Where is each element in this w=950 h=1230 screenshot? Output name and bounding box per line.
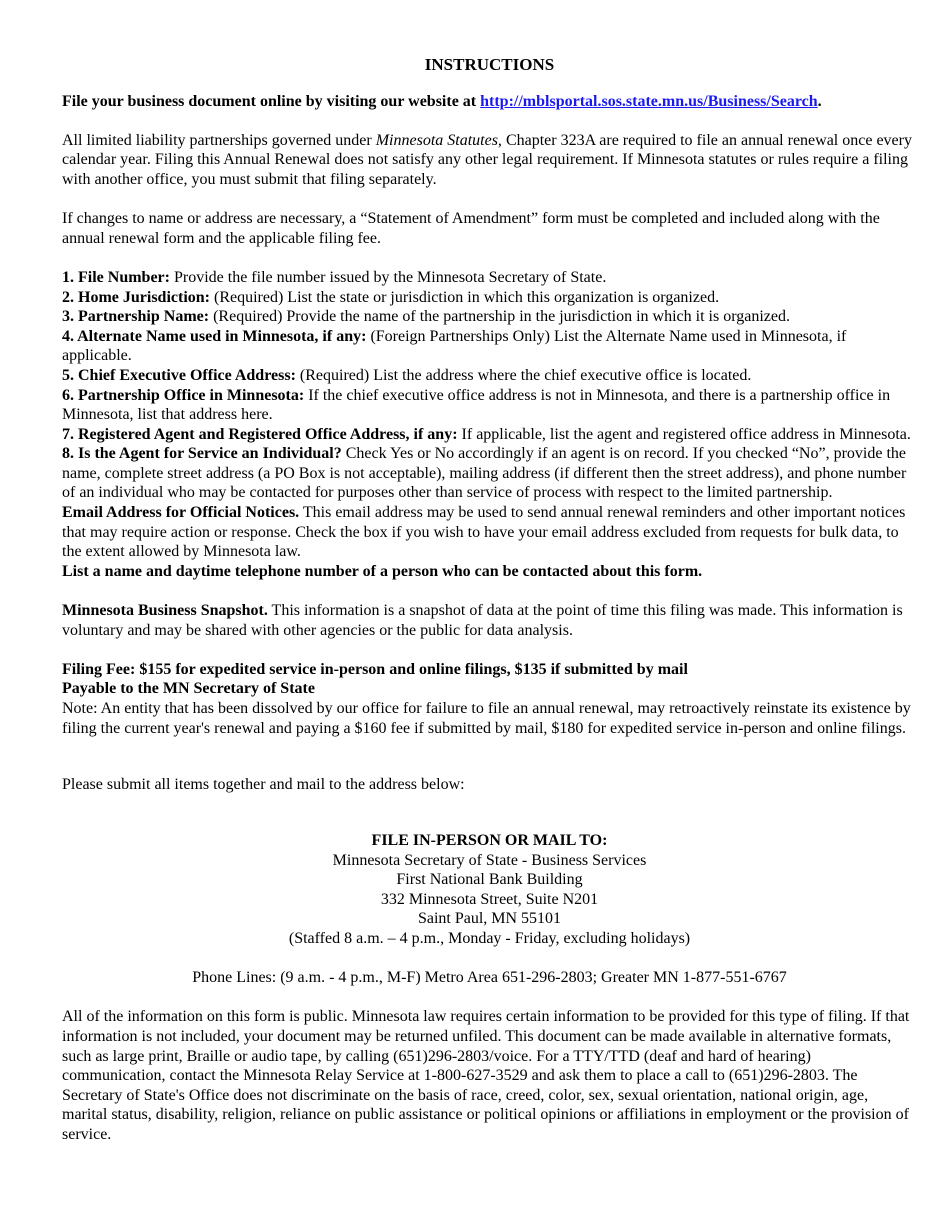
snapshot-label: Minnesota Business Snapshot. — [62, 602, 268, 620]
changes-paragraph: If changes to name or address are necessary, a “Statement of Amendment” form must be completed and included along with the annual renewal form and the applicable filing fee. — [62, 210, 880, 247]
item-text: Check Yes or No accordingly if an agent is on record. If you checked “No”, provide the name, complete street address (a PO Box is not acceptable), mailing address (if different then the street address), and phone number of an individual who may be contacted for purposes other than service of process with respect to the limited partnership. — [62, 445, 907, 502]
item-label: 3. Partnership Name: — [62, 308, 210, 326]
intro-part2: Chapter 323A are required to file an annual renewal once every calendar year. Filing this Annual Renewal does not satisfy any other legal requirement. If Minnesota statutes or rules require a filing with another office, you must submit that filing separately. — [62, 131, 912, 188]
item-label: 7. Registered Agent and Registered Office Address, if any: — [62, 425, 458, 443]
mail-line: Minnesota Secretary of State - Business Services — [332, 851, 647, 869]
intro-statute: Minnesota Statutes, — [375, 131, 502, 149]
contact-instruction: List a name and daytime telephone number of a person who can be contacted about this form. — [62, 562, 703, 580]
mail-heading: FILE IN-PERSON OR MAIL TO: — [371, 831, 608, 849]
item-text: (Required) Provide the name of the partnership in the jurisdiction in which it is organized. — [209, 308, 790, 326]
reinstate-note: Note: An entity that has been dissolved by our office for failure to file an annual renewal, may retroactively reinstate its existence by filing the current year's renewal and paying a $160 fee if submitted by mail, $180 for expedited service in-person and online filings. — [62, 700, 911, 737]
list-item — [62, 425, 917, 445]
list-item — [62, 307, 917, 327]
item-label: Email Address for Official Notices. — [62, 504, 300, 522]
instructions-page — [62, 55, 917, 1144]
item-text: If the chief executive office address is not in Minnesota, and there is a partnership office in Minnesota, list that address here. — [62, 386, 891, 424]
list-item — [62, 268, 917, 288]
mail-line: Saint Paul, MN 55101 — [417, 910, 562, 928]
item-text: (Foreign Partnerships Only) List the Alternate Name used in Minnesota, if applicable. — [62, 327, 847, 365]
instruction-list — [62, 268, 917, 582]
item-label: 8. Is the Agent for Service an Individual? — [62, 445, 342, 463]
filing-fee-line: Filing Fee: $155 for expedited service in-person and online filings, $135 if submitted by mail — [62, 660, 688, 678]
item-text: Provide the file number issued by the Minnesota Secretary of State. — [169, 268, 607, 286]
online-filing-text: File your business document online by visiting our website at — [62, 92, 481, 110]
snapshot-text: This information is a snapshot of data at the point of time this filing was made. This information is voluntary and may be shared with other agencies or the public for data analysis. — [62, 602, 903, 639]
page-title: INSTRUCTIONS — [424, 55, 555, 74]
online-filing-end: . — [817, 92, 822, 110]
payable-line: Payable to the MN Secretary of State — [62, 680, 315, 698]
mail-line: 332 Minnesota Street, Suite N201 — [380, 890, 599, 908]
item-text: If applicable, list the agent and registered office address in Minnesota. — [457, 425, 911, 443]
snapshot-paragraph — [62, 601, 917, 640]
business-search-link[interactable]: http://mblsportal.sos.state.mn.us/Business/Search — [480, 92, 818, 110]
intro-part1: All limited liability partnerships governed under — [62, 131, 376, 149]
item-text: (Required) List the address where the chief executive office is located. — [295, 366, 752, 384]
list-item — [62, 386, 917, 425]
item-label: 1. File Number: — [62, 268, 170, 286]
list-item — [62, 503, 917, 562]
phone-lines: Phone Lines: (9 a.m. - 4 p.m., M-F) Metro Area 651-296-2803; Greater MN 1-877-551-6767 — [192, 969, 787, 987]
item-text: (Required) List the state or jurisdiction in which this organization is organized. — [210, 288, 720, 306]
item-label: 6. Partnership Office in Minnesota: — [62, 386, 305, 404]
mail-line: (Staffed 8 a.m. – 4 p.m., Monday - Friday, excluding holidays) — [288, 929, 691, 947]
intro-paragraph — [62, 131, 917, 190]
item-text: This email address may be used to send annual renewal reminders and other important notices that may require action or response. Check the box if you wish to have your email address excluded from requests for bulk data, to the extent allowed by Minnesota law. — [62, 504, 906, 561]
public-notice: All of the information on this form is public. Minnesota law requires certain information to be provided for this type of filing. If that information is not included, your document may be returned unfiled. This document can be made available in alternative formats, such as large print, Braille or audio tape, by calling (651)296-2803/voice. For a TTY/TTD (deaf and hard of hearing) communication, contact the Minnesota Relay Service at 1-800-627-3529 and ask them to place a call to (651)296-2803. The Secretary of State's Office does not discriminate on the basis of race, creed, color, sex, sexual orientation, national origin, age, marital status, disability, religion, reliance on public assistance or political opinions or affiliations in employment or the provision of service. — [62, 1008, 910, 1143]
mail-line: First National Bank Building — [396, 871, 583, 889]
item-label: 4. Alternate Name used in Minnesota, if any: — [62, 327, 367, 345]
list-item — [62, 444, 917, 503]
list-item — [62, 327, 917, 366]
online-filing-line — [62, 92, 917, 112]
item-label: 2. Home Jurisdiction: — [62, 288, 210, 306]
mailing-address-block — [62, 831, 917, 949]
item-label: 5. Chief Executive Office Address: — [62, 366, 296, 384]
submit-instruction: Please submit all items together and mail to the address below: — [62, 775, 465, 793]
list-item — [62, 288, 917, 308]
list-item — [62, 366, 917, 386]
